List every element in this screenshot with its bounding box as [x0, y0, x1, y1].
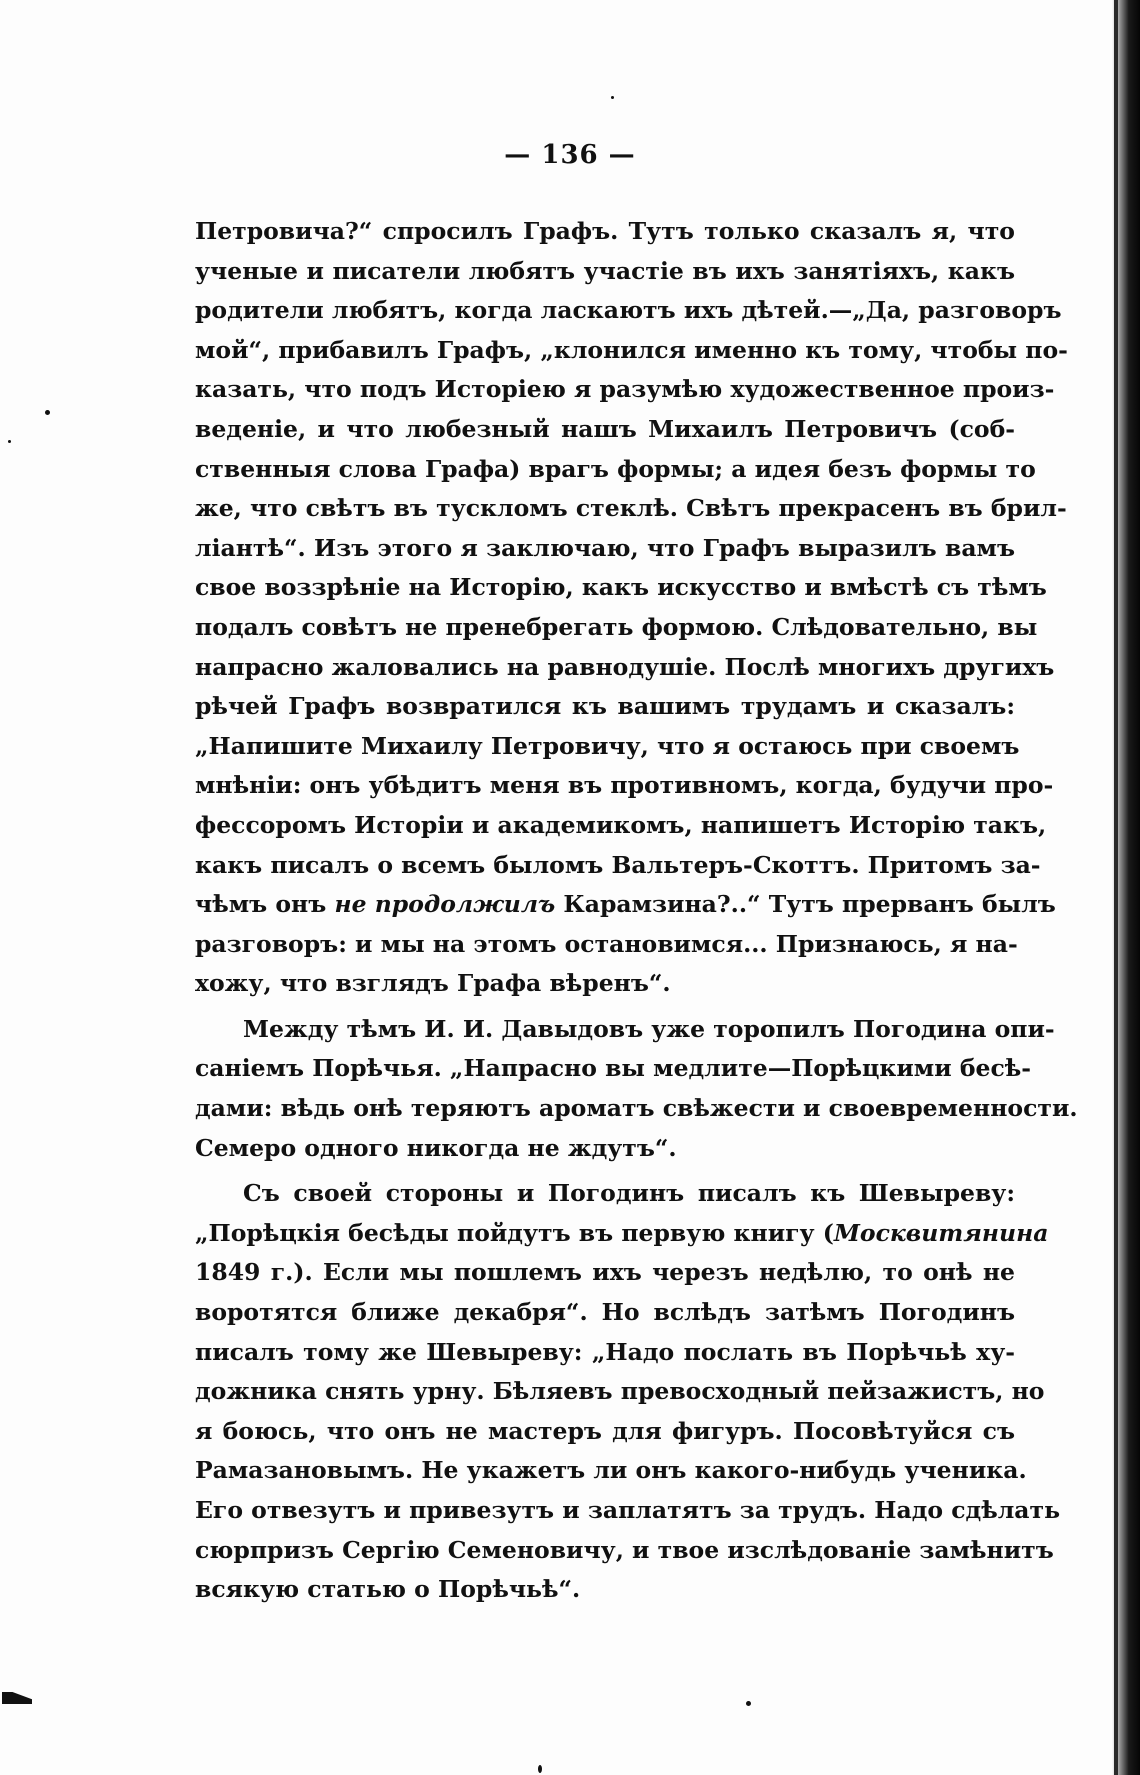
text-line: казать, что подъ Исторіею я разумѣю художественное произ- [195, 375, 1055, 404]
text-line: Его отвезутъ и привезутъ и заплатятъ за трудъ. Надо сдѣлать [195, 1496, 1061, 1524]
text-line: напрасно жаловались на равнодушіе. Послѣ многихъ другихъ [195, 652, 1055, 681]
page-edge-line [1114, 0, 1118, 1775]
italic-span: не продолжилъ [334, 890, 556, 919]
scan-speck [8, 440, 11, 443]
text-line: ственныя слова Графа) врагъ формы; а идея безъ формы то [195, 454, 1036, 483]
text-line: я боюсь, что онъ не мастеръ для фигуръ. Посовѣтуйся съ [195, 1416, 1015, 1445]
text-span: „Порѣцкія бесѣды пойдутъ въ первую книгу ( [195, 1218, 834, 1247]
text-line: ученые и писатели любятъ участіе въ ихъ занятіяхъ, какъ [195, 256, 1015, 285]
text-line: рѣчей Графъ возвратился къ вашимъ трудамъ и сказалъ: [195, 692, 1015, 721]
body-text [195, 212, 1078, 1610]
text-line: Рамазановымъ. Не укажетъ ли онъ какого-нибудь ученика. [195, 1456, 1027, 1485]
text-line-with-italic [195, 885, 1056, 925]
text-line: Съ своей стороны и Погодинъ писалъ къ Шевыреву: [243, 1179, 1015, 1208]
italic-span: Москвитянина [833, 1218, 1049, 1247]
text-line: дожника снять урну. Бѣляевъ превосходный пейзажистъ, но [195, 1377, 1045, 1406]
text-line: воротятся ближе декабря“. Но вслѣдъ затѣмъ Погодинъ [195, 1298, 1015, 1327]
scan-speck [611, 96, 614, 99]
text-line: подалъ совѣтъ не пренебрегать формою. Слѣдовательно, вы [195, 612, 1038, 641]
text-line: мой“, прибавилъ Графъ, „клонился именно къ тому, чтобы по- [195, 335, 1068, 364]
text-span: Карамзина?..“ Тутъ прерванъ былъ [555, 890, 1056, 919]
text-line: фессоромъ Исторіи и академикомъ, напишетъ Исторію такъ, [195, 810, 1047, 839]
text-line: сюрпризъ Сергію Семеновичу, и твое изслѣдованіе замѣнитъ [195, 1535, 1054, 1564]
paragraph-2 [195, 1010, 1078, 1168]
scan-speck [538, 1765, 542, 1773]
text-line: разговоръ: и мы на этомъ остановимся... Признаюсь, я на- [195, 929, 1018, 958]
paragraph-3 [195, 1174, 1061, 1610]
scan-speck [45, 410, 50, 415]
text-line: Семеро одного никогда не ждутъ“. [195, 1133, 677, 1162]
text-line: же, что свѣтъ въ тускломъ стеклѣ. Свѣтъ прекрасенъ въ брил- [195, 494, 1067, 523]
text-line-with-italic [195, 1214, 1049, 1254]
text-line: ліантѣ“. Изъ этого я заключаю, что Графъ выразилъ вамъ [195, 533, 1015, 562]
scan-corner-mark [2, 1692, 32, 1704]
text-line: свое воззрѣніе на Исторію, какъ искусство и вмѣстѣ съ тѣмъ [195, 573, 1047, 602]
page-number: — 136 — [504, 140, 636, 170]
paragraph-1 [195, 212, 1068, 1004]
text-line: 1849 г.). Если мы пошлемъ ихъ черезъ недѣлю, то онѣ не [195, 1258, 1015, 1287]
text-line: мнѣніи: онъ убѣдитъ меня въ противномъ, когда, будучи про- [195, 771, 1054, 800]
text-line: дами: вѣдь онѣ теряютъ ароматъ свѣжести и своевременности. [195, 1094, 1078, 1123]
text-line: Петровича?“ спросилъ Графъ. Тутъ только сказалъ я, что [195, 217, 1015, 245]
text-line: саніемъ Порѣчья. „Напрасно вы медлите—Порѣцкими бесѣ- [195, 1054, 1032, 1083]
text-line: Между тѣмъ И. И. Давыдовъ уже торопилъ Погодина опи- [243, 1014, 1055, 1043]
scan-speck [746, 1701, 751, 1706]
text-line: писалъ тому же Шевыреву: „Надо послать въ Порѣчьѣ ху- [195, 1337, 1015, 1366]
text-line: хожу, что взглядъ Графа вѣренъ“. [195, 969, 671, 998]
text-line: родители любятъ, когда ласкаютъ ихъ дѣтей.—„Да, разговоръ [195, 296, 1062, 325]
text-line: „Напишите Михаилу Петровичу, что я остаюсь при своемъ [195, 731, 1020, 760]
text-span: чѣмъ онъ [195, 890, 335, 919]
text-line: какъ писалъ о всемъ быломъ Вальтеръ-Скоттъ. Притомъ за- [195, 850, 1041, 879]
text-line: веденіе, и что любезный нашъ Михаилъ Петровичъ (соб- [195, 414, 1015, 443]
text-line: всякую статью о Порѣчьѣ“. [195, 1575, 581, 1604]
